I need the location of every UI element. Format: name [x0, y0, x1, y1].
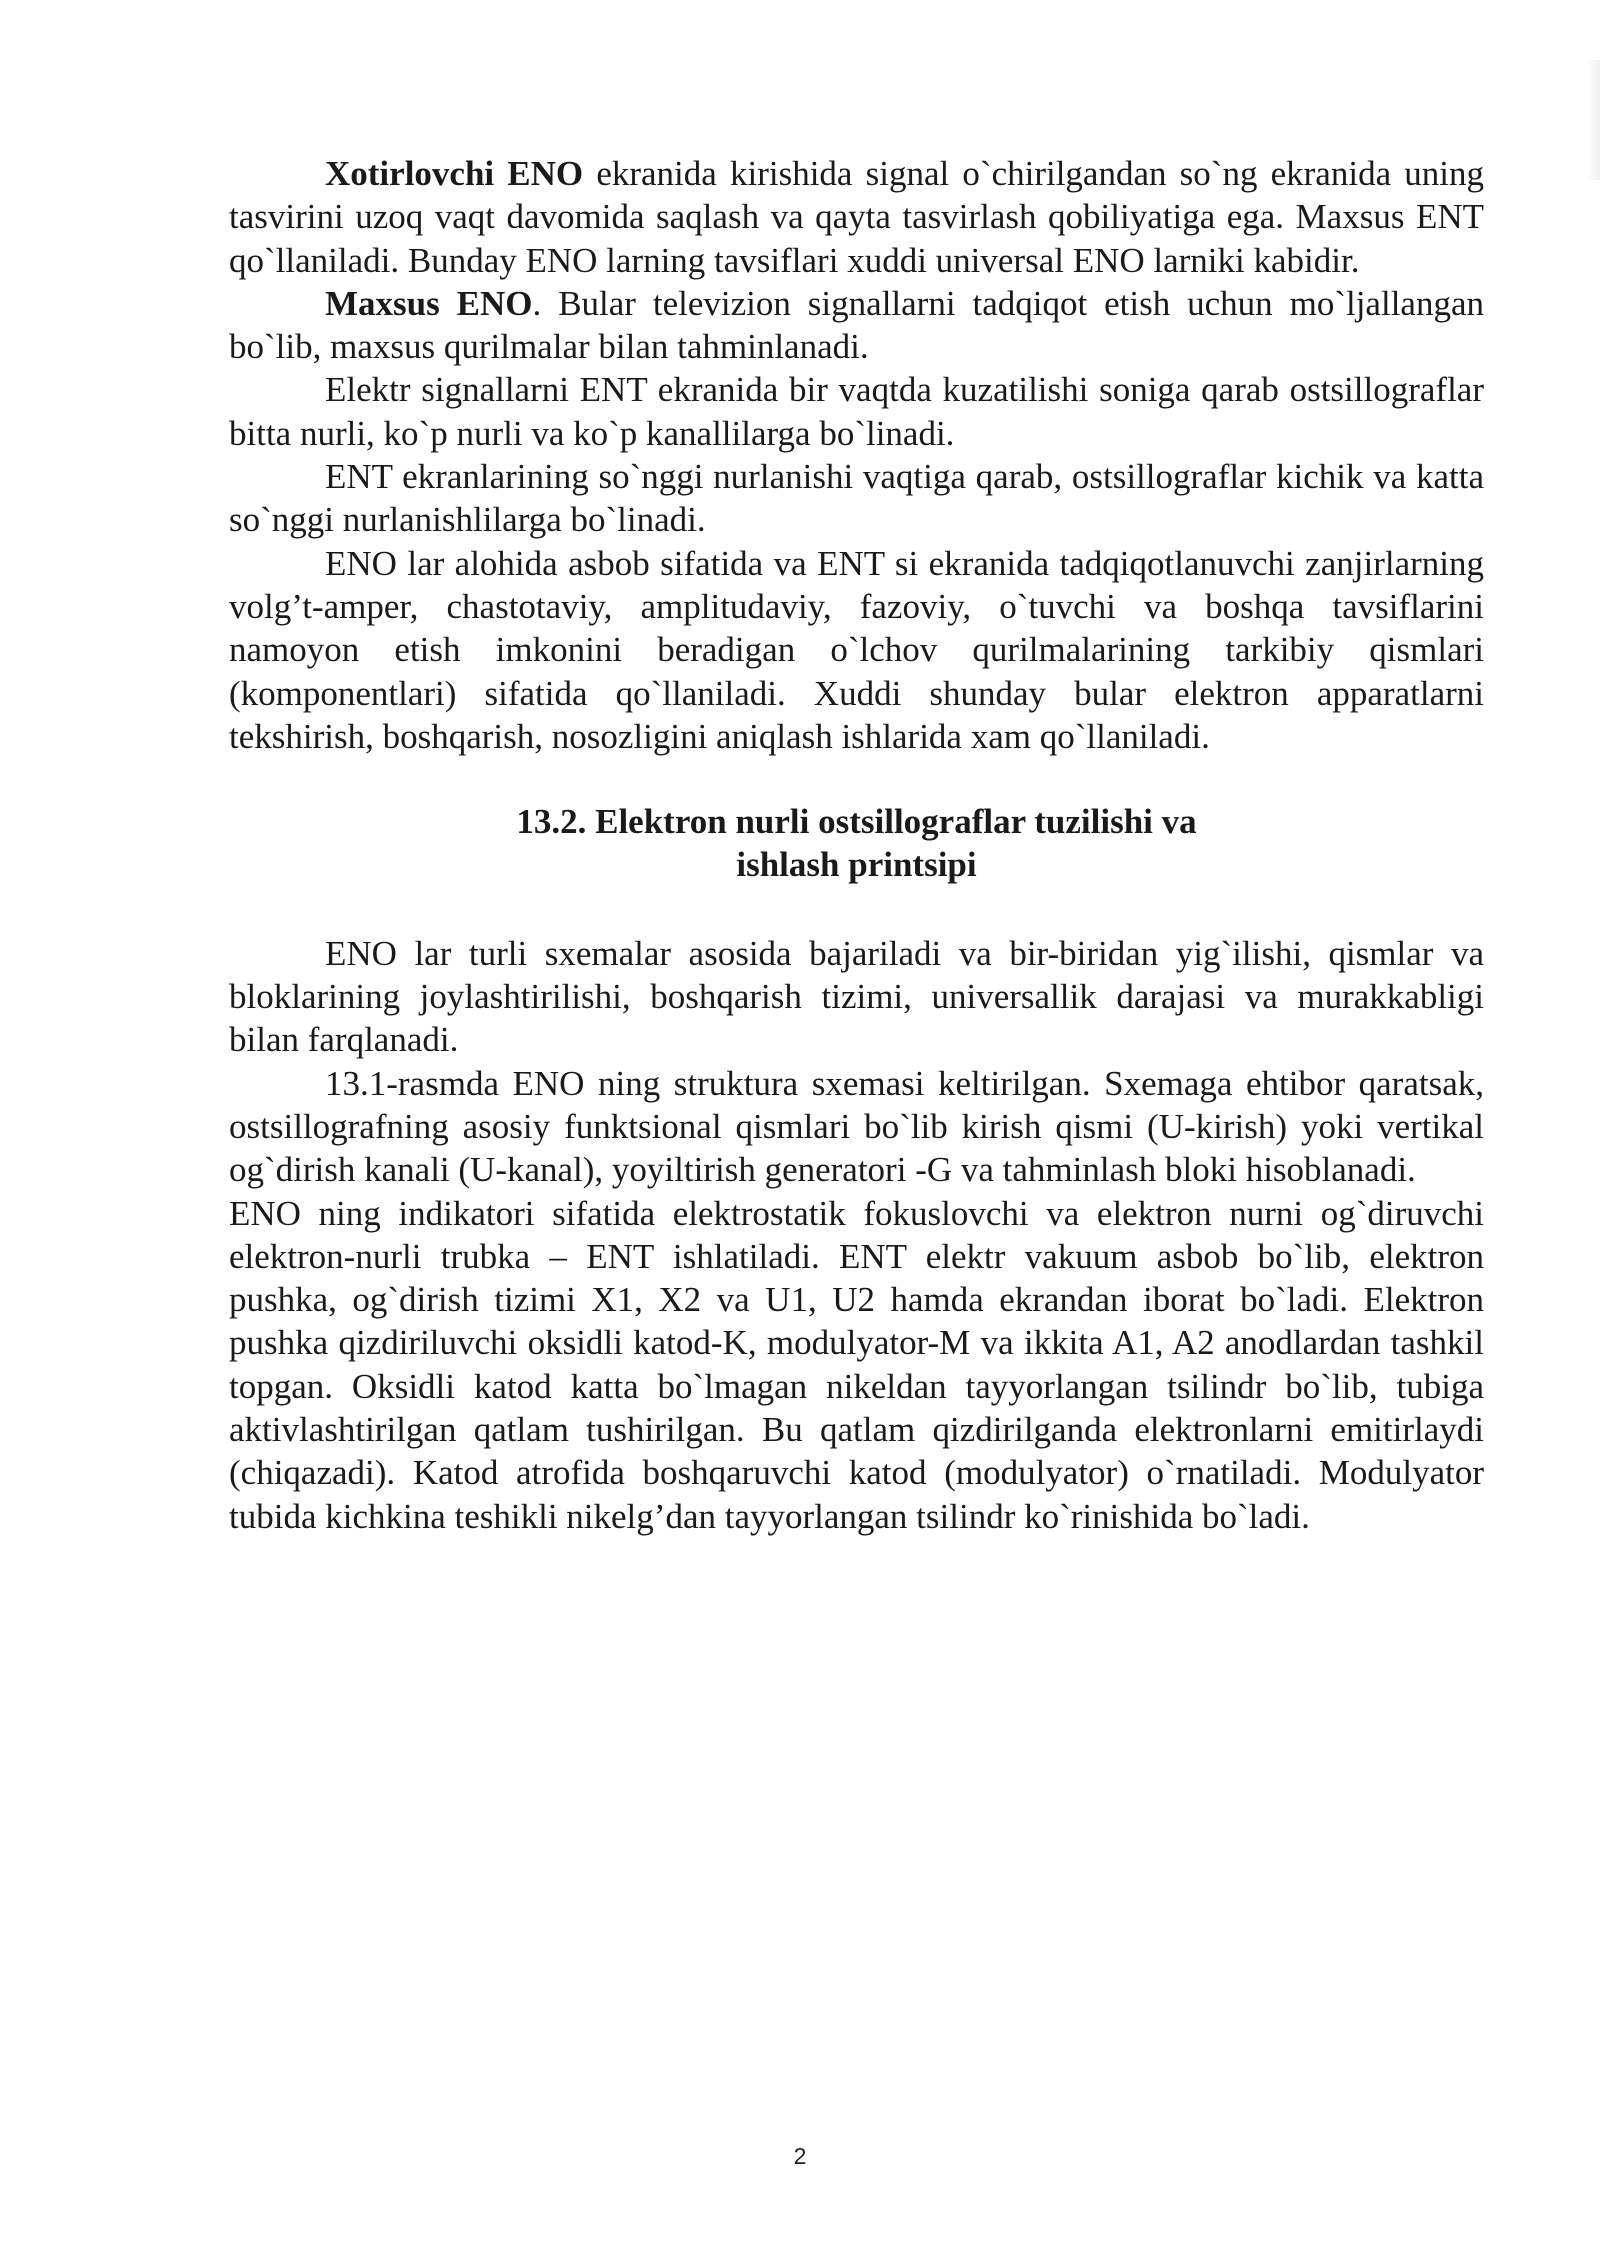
spacer: [229, 887, 1484, 932]
paragraph-applications: [229, 542, 1484, 758]
paragraph-afterglow: [229, 455, 1484, 542]
page-edge-shadow: [1588, 60, 1600, 180]
paragraph-schemes: [229, 932, 1484, 1062]
paragraph-text: ENT ekranlarining so`nggi nurlanishi vaqtiga qarab, ostsillograflar kichik va katta so`nggi nurlanishlilarga bo`linadi.: [229, 457, 1484, 540]
term-xotirlovchi-eno: Xotirlovchi ENO: [325, 154, 584, 193]
section-heading: [229, 800, 1484, 887]
paragraph-indicator: [229, 1192, 1484, 1538]
paragraph-signals-count: [229, 368, 1484, 455]
paragraph-text: Elektr signallarni ENT ekranida bir vaqtda kuzatilishi soniga qarab ostsillograflar bitta nurli, ko`p nurli va ko`p kanallilarga bo`linadi.: [229, 370, 1484, 453]
paragraph-text: ENO ning indikatori sifatida elektrostatik fokuslovchi va elektron nurni og`diruvchi elektron-nurli trubka – ENT ishlatiladi. ENT elektr vakuum asbob bo`lib, elektron pushka, og`dirish tizimi X1, X2 va U1, U2 hamda ekrandan iborat bo`ladi. Elektron pushka qizdiriluvchi oksidli katod-K, modulyator-M va ikkita A1, A2 anodlardan tashkil topgan. Oksidli katod katta bo`lmagan nikeldan tayyorlangan tsilindr bo`lib, tubiga aktivlashtirilgan qatlam tushirilgan. Bu qatlam qizdirilganda elektronlarni emitirlaydi (chiqazadi). Katod atrofida boshqaruvchi katod (modulyator) o`rnatiladi. Modulyator tubida kichkina teshikli nikelg’dan tayyorlangan tsilindr ko`rinishida bo`ladi.: [229, 1193, 1484, 1536]
paragraph-text: ENO lar turli sxemalar asosida bajariladi va bir-biridan yig`ilishi, qismlar va bloklarining joylashtirilishi, boshqarish tizimi, universallik darajasi va murakkabligi bilan farqlanadi.: [229, 933, 1484, 1060]
section-heading-line-2: ishlash printsipi: [736, 845, 977, 885]
page-number: 2: [793, 2143, 807, 2169]
spacer: [229, 758, 1484, 800]
paragraph-structure-diagram: [229, 1062, 1484, 1192]
document-body: [229, 152, 1484, 1538]
paragraph-xotirlovchi-eno: [229, 152, 1484, 282]
paragraph-text: . Bular televizion signallarni tadqiqot etish uchun mo`ljallangan bo`lib, maxsus qurilmalar bilan tahminlanadi.: [229, 283, 1484, 367]
term-maxsus-eno: Maxsus ENO: [325, 283, 533, 323]
section-heading-line-1: 13.2. Elektron nurli ostsillograflar tuzilishi va: [516, 802, 1197, 842]
paragraph-maxsus-eno: [229, 282, 1484, 369]
paragraph-text: 13.1-rasmda ENO ning struktura sxemasi keltirilgan. Sxemaga ehtibor qaratsak, ostsillografning asosiy funktsional qismlari bo`lib kirish qismi (U-kirish) yoki vertikal og`dirish kanali (U-kanal), yoyiltirish generatori -G va tahminlash bloki hisoblanadi.: [229, 1063, 1484, 1190]
paragraph-text: ekranida kirishida signal o`chirilgandan so`ng ekranida uning tasvirini uzoq vaqt davomida saqlash va qayta tasvirlash qobiliyatiga ega. Maxsus ENT qo`llaniladi. Bunday ENO larning tavsiflari xuddi universal ENO larniki kabidir.: [229, 154, 1484, 280]
paragraph-text: ENO lar alohida asbob sifatida va ENT si ekranida tadqiqotlanuvchi zanjirlarning volg’t-amper, chastotaviy, amplitudaviy, fazoviy, o`tuvchi va boshqa tavsiflarini namoyon etish imkonini beradigan o`lchov qurilmalarining tarkibiy qismlari (komponentlari) sifatida qo`llaniladi. Xuddi shunday bular elektron apparatlarni tekshirish, boshqarish, nosozligini aniqlash ishlarida xam qo`llaniladi.: [229, 543, 1484, 756]
